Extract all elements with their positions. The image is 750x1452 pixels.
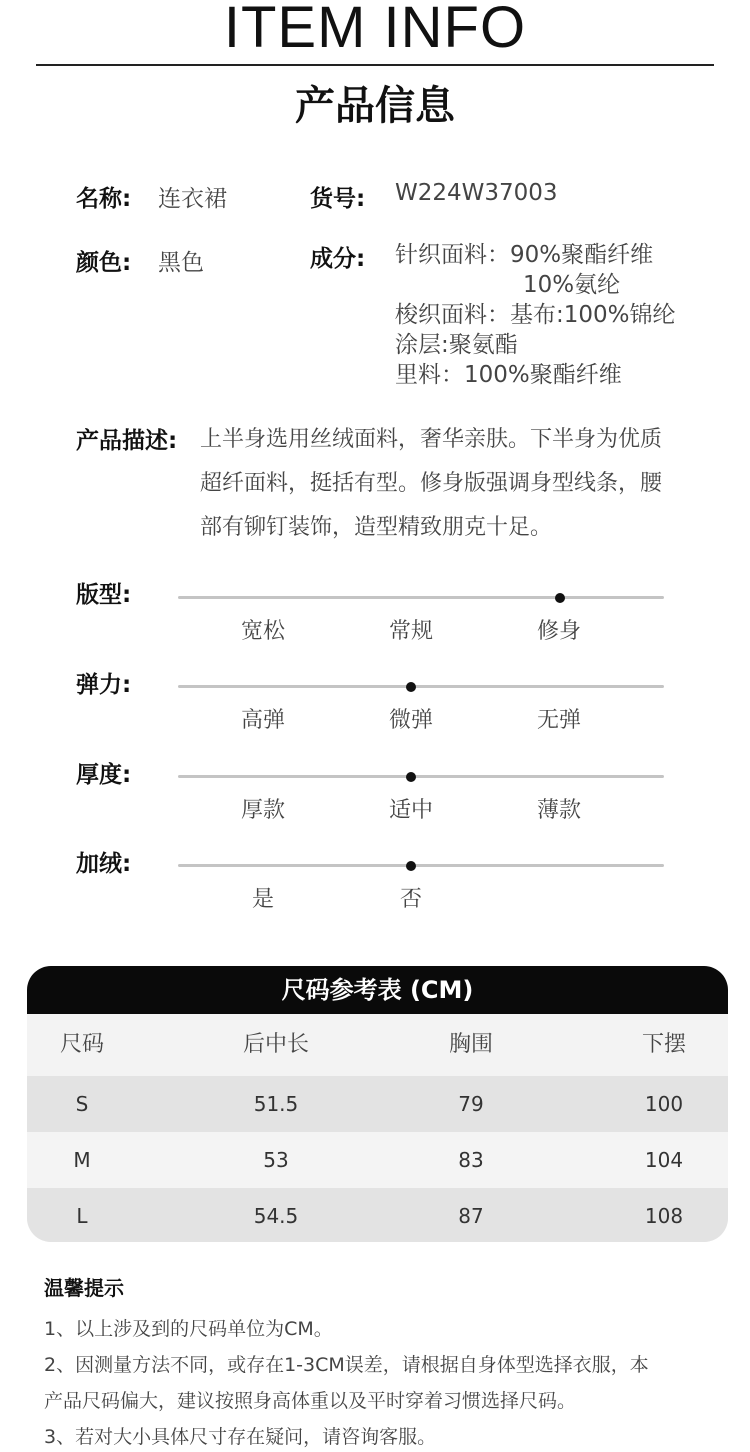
scale-option: 厚款: [240, 798, 285, 823]
title-english: ITEM INFO: [223, 0, 527, 60]
composition-line: 针织面料：90%聚酯纤维: [395, 242, 654, 268]
table-cell: 51.5: [253, 1092, 299, 1116]
scale-marker: [406, 682, 416, 692]
table-cell: L: [76, 1204, 88, 1228]
table-cell: 87: [458, 1204, 484, 1228]
table-cell: 104: [644, 1148, 684, 1172]
description-line: 上半身选用丝绒面料，奢华亲肤。下半身为优质: [200, 427, 663, 452]
table-cell: M: [73, 1148, 91, 1172]
composition-line: 10%氨纶: [523, 272, 621, 298]
table-row: [27, 1188, 728, 1242]
color-label: 颜色:: [76, 250, 132, 276]
size-table-title: 尺码参考表 (CM): [27, 966, 728, 1014]
attribute-label: 弹力:: [76, 672, 132, 698]
size-table: [27, 966, 728, 1242]
composition-line: 梭织面料：基布:100%锦纶: [395, 302, 676, 328]
description-line: 超纤面料，挺括有型。修身版强调身型线条，腰: [200, 471, 663, 496]
table-cell: 108: [644, 1204, 684, 1228]
scale-option: 修身: [536, 619, 581, 644]
scale-marker: [406, 772, 416, 782]
title-chinese: 产品信息: [295, 83, 455, 129]
name-value: 连衣裙: [158, 186, 227, 212]
scale-track: [178, 775, 664, 778]
scale-option: 常规: [388, 619, 433, 644]
scale-marker: [406, 861, 416, 871]
note-line: 2、因测量方法不同，或存在1-3CM误差，请根据自身体型选择衣服，本: [44, 1354, 649, 1376]
attribute-label: 版型:: [76, 582, 132, 608]
scale-option: 是: [251, 887, 274, 912]
table-cell: 100: [644, 1092, 684, 1116]
scale-option: 微弹: [388, 708, 433, 733]
notes-title: 温馨提示: [44, 1276, 124, 1300]
table-cell: 83: [458, 1148, 484, 1172]
scale-option: 适中: [388, 798, 433, 823]
column-header: 下摆: [641, 1032, 686, 1057]
description-label: 产品描述:: [76, 428, 178, 454]
scale-track: [178, 596, 664, 599]
scale-track: [178, 864, 664, 867]
composition-line: 里料：100%聚酯纤维: [395, 362, 622, 388]
table-row: [27, 1132, 728, 1188]
table-header-row: [27, 1014, 728, 1076]
sku-value: W224W37003: [395, 180, 558, 206]
scale-track: [178, 685, 664, 688]
column-header: 尺码: [59, 1032, 104, 1057]
scale-option: 高弹: [240, 708, 285, 733]
table-cell: 54.5: [253, 1204, 299, 1228]
note-line: 产品尺码偏大，建议按照身高体重以及平时穿着习惯选择尺码。: [44, 1390, 577, 1412]
note-line: 1、以上涉及到的尺码单位为CM。: [44, 1318, 333, 1340]
title-divider: [36, 64, 714, 66]
scale-option: 无弹: [536, 708, 581, 733]
scale-option: 薄款: [536, 798, 581, 823]
table-row: [27, 1076, 728, 1132]
scale-option: 宽松: [240, 619, 285, 644]
column-header: 胸围: [448, 1032, 493, 1057]
attribute-label: 加绒:: [76, 851, 132, 877]
scale-option: 否: [399, 887, 422, 912]
attribute-label: 厚度:: [76, 762, 132, 788]
composition-label: 成分:: [310, 246, 366, 272]
table-cell: 53: [263, 1148, 289, 1172]
sku-label: 货号:: [310, 186, 366, 212]
table-cell: 79: [458, 1092, 484, 1116]
description-line: 部有铆钉装饰，造型精致朋克十足。: [200, 515, 553, 540]
name-label: 名称:: [76, 186, 132, 212]
note-line: 3、若对大小具体尺寸存在疑问，请咨询客服。: [44, 1426, 437, 1448]
color-value: 黑色: [158, 250, 204, 276]
column-header: 后中长: [242, 1032, 309, 1057]
scale-marker: [555, 593, 565, 603]
table-cell: S: [75, 1092, 89, 1116]
composition-line: 涂层:聚氨酯: [395, 332, 518, 358]
